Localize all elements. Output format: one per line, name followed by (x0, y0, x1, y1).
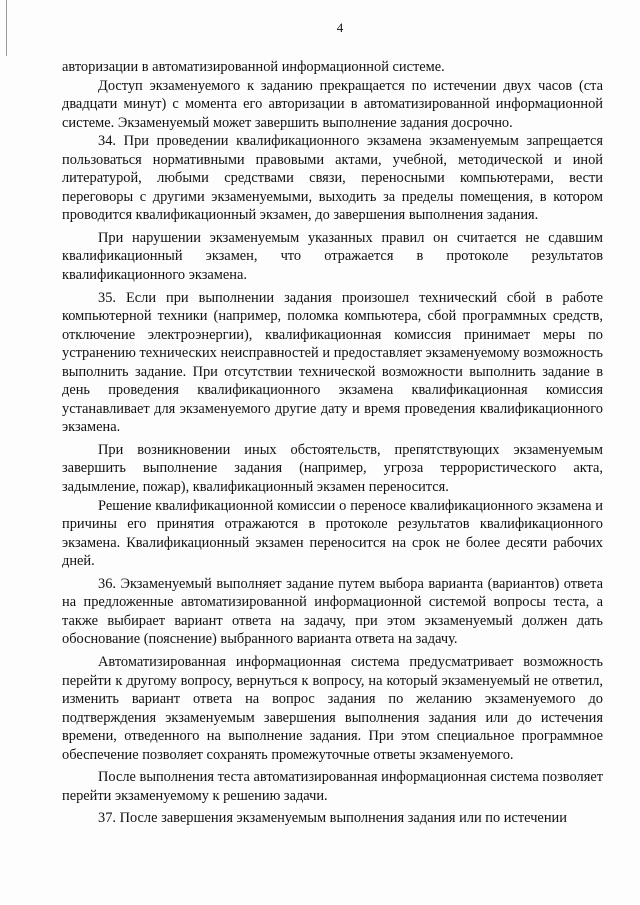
page-number: 4 (336, 20, 344, 35)
paragraph-34-prohibitions: 34. При проведении квалификационного экзамена экзаменуемым запрещается пользоваться нормативными правовыми актами, учебной, методической и иной литературой, любыми средствами связи, переносными компьютерами, вести переговоры с другими экзаменуемыми, выходить за пределы помещения, в котором проводится квалификационный экзамен, до завершения выполнения задания. (62, 133, 603, 224)
paragraph-system-navigation: Автоматизированная информационная система предусматривает возможность перейти к другому вопросу, вернуться к вопросу, на который экзаменуемый не ответил, изменить вариант ответа на вопрос задания по желанию экзаменуемого до подтверждения экзаменуемым завершения выполнения задания или до истечения времени, отведенного на выполнение задания. При этом специальное программное обеспечение позволяет сохранять промежуточные ответы экзаменуемого. (62, 653, 603, 763)
paragraph-violation: При нарушении экзаменуемым указанных правил он считается не сдавшим квалификационный экзамен, что отражается в протоколе результатов квалификационного экзамена. (62, 229, 603, 284)
paragraph-after-test: После выполнения теста автоматизированная информационная система позволяет перейти экзаменуемому к решению задачи. (62, 769, 603, 804)
paragraph-36-answer-selection: 36. Экзаменуемый выполняет задание путем выбора варианта (вариантов) ответа на предложенные автоматизированной информационной системой вопросы теста, а также выбирает вариант ответа на задачу, при этом экзаменуемый должен дать обоснование (пояснение) выбранного варианта ответа на задачу. (62, 575, 603, 648)
paragraph-other-circumstances: При возникновении иных обстоятельств, препятствующих экзаменуемым завершить выполнение задания (например, угроза террористического акта, задымление, пожар), квалификационный экзамен переносится. (62, 441, 603, 496)
paragraph-postponement-decision: Решение квалификационной комиссии о переносе квалификационного экзамена и причины его принятия отражаются в протоколе результатов квалификационного экзамена. Квалификационный экзамен переносится на срок не более десяти рабочих дней. (62, 497, 603, 570)
paragraph-access-time: Доступ экзаменуемого к заданию прекращается по истечении двух часов (ста двадцати минут) с момента его авторизации в автоматизированной информационной системе. Экзаменуемый может завершить выполнение задания досрочно. (62, 77, 603, 131)
paragraph-35-technical-failure: 35. Если при выполнении задания произошел технический сбой в работе компьютерной техники (например, поломка компьютера, сбой программных средств, отключение электроэнергии), квалификационная комиссия принимает меры по устранению технических неисправностей и предоставляет экзаменуемому возможность выполнить задание. При отсутствии технической возможности выполнить задание в день проведения квалификационного экзамена квалификационная комиссия устанавливает для экзаменуемого другие дату и время проведения квалификационного экзамена. (62, 289, 603, 436)
document-body (62, 58, 603, 828)
paragraph-continuation: авторизации в автоматизированной информационной системе. (62, 59, 445, 75)
paragraph-37-completion: 37. После завершения экзаменуемым выполнения задания или по истечении (98, 810, 567, 827)
